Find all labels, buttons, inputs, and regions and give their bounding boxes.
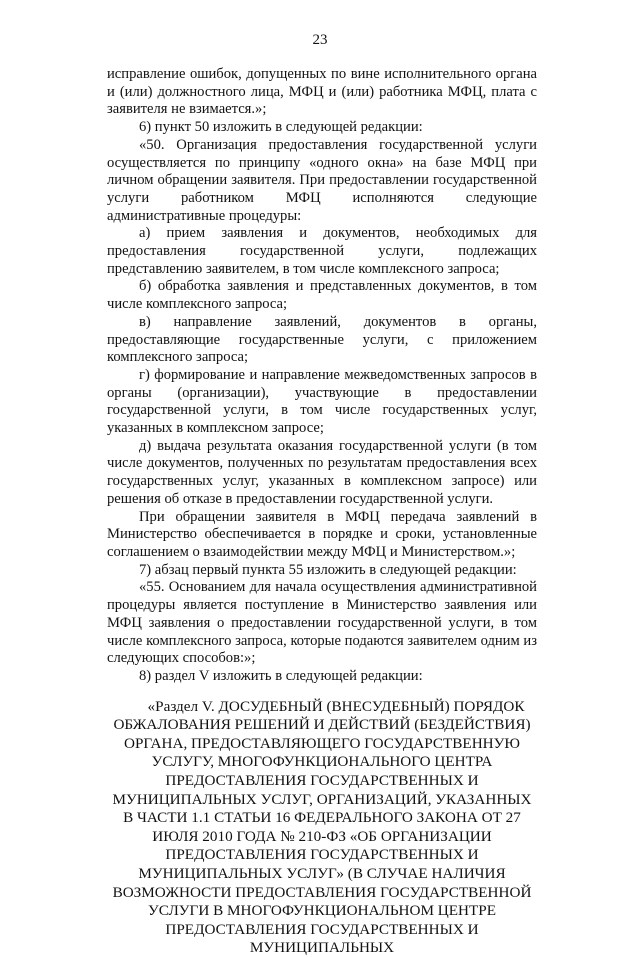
section-heading-first-line: «Раздел V. ДОСУДЕБНЫЙ (ВНЕСУДЕБНЫЙ) ПОРЯДОК [147, 697, 525, 715]
document-body [107, 66, 537, 958]
paragraph-1: исправление ошибок, допущенных по вине исполнительного органа и (или) должностного лица, МФЦ и (или) работника МФЦ, плата с заявителя не взимается.»; [107, 66, 537, 118]
page-number: 23 [312, 32, 328, 48]
paragraph-6: в) направление заявлений, документов в органы, предоставляющие государственные услуги, с приложением комплексного запроса; [107, 313, 537, 366]
paragraph-2: 6) пункт 50 изложить в следующей редакции: [139, 119, 423, 136]
paragraph-9: При обращении заявителя в МФЦ передача заявлений в Министерство обеспечивается в порядке и сроки, установленные соглашением о взаимодействии между МФЦ и Министерством.»; [107, 508, 537, 560]
paragraph-10: 7) абзац первый пункта 55 изложить в следующей редакции: [139, 561, 517, 578]
paragraph-3: «50. Организация предоставления государственной услуги осуществляется по принципу «одного окна» на базе МФЦ при личном обращении заявителя. При предоставлении государственной услуги работником МФЦ исполняются следующие административные процедуры: [107, 136, 537, 224]
paragraph-8: д) выдача результата оказания государственной услуги (в том числе документов, полученных по результатам предоставления всех государственных услуг, указанных в комплексном запросе) или решения об отказе в предоставлении государственной услуги. [107, 437, 537, 507]
paragraph-11: «55. Основанием для начала осуществления административной процедуры является поступление в Министерство заявления или МФЦ заявления о предоставлении государственной услуги, в том числе комплексного запроса, которые подаются заявителем одним из следующих способов:»; [107, 579, 537, 667]
paragraph-4: а) прием заявления и документов, необходимых для предоставления государственной услуги, подлежащих представлению заявителем, в том числе комплексного запроса; [107, 225, 537, 277]
paragraph-5: б) обработка заявления и представленных документов, в том числе комплексного запроса; [107, 278, 537, 313]
section-heading [107, 698, 537, 958]
paragraph-12: 8) раздел V изложить в следующей редакции: [139, 667, 423, 684]
paragraph-7: г) формирование и направление межведомственных запросов в органы (организации), участвующие в предоставлении государственной услуги, в том числе государственных услуг, указанных в комплексном запросе; [107, 366, 537, 437]
section-heading-rest: ОБЖАЛОВАНИЯ РЕШЕНИЙ И ДЕЙСТВИЙ (БЕЗДЕЙСТВИЯ) ОРГАНА, ПРЕДОСТАВЛЯЮЩЕГО ГОСУДАРСТВЕННУЮ УСЛУГУ, МНОГОФУНКЦИОНАЛЬНОГО ЦЕНТРА ПРЕДОСТАВЛЕНИЯ ГОСУДАРСТВЕННЫХ И МУНИЦИПАЛЬНЫХ УСЛУГ, ОРГАНИЗАЦИЙ, УКАЗАННЫХ В ЧАСТИ 1.1 СТАТЬИ 16 ФЕДЕРАЛЬНОГО ЗАКОНА ОТ 27 ИЮЛЯ 2010 ГОДА № 210-ФЗ «ОБ ОРГАНИЗАЦИИ ПРЕДОСТАВЛЕНИЯ ГОСУДАРСТВЕННЫХ И МУНИЦИПАЛЬНЫХ УСЛУГ» (В СЛУЧАЕ НАЛИЧИЯ ВОЗМОЖНОСТИ ПРЕДОСТАВЛЕНИЯ ГОСУДАРСТВЕННОЙ УСЛУГИ В МНОГОФУНКЦИОНАЛЬНОМ ЦЕНТРЕ ПРЕДОСТАВЛЕНИЯ ГОСУДАРСТВЕННЫХ И МУНИЦИПАЛЬНЫХ [112, 716, 532, 957]
